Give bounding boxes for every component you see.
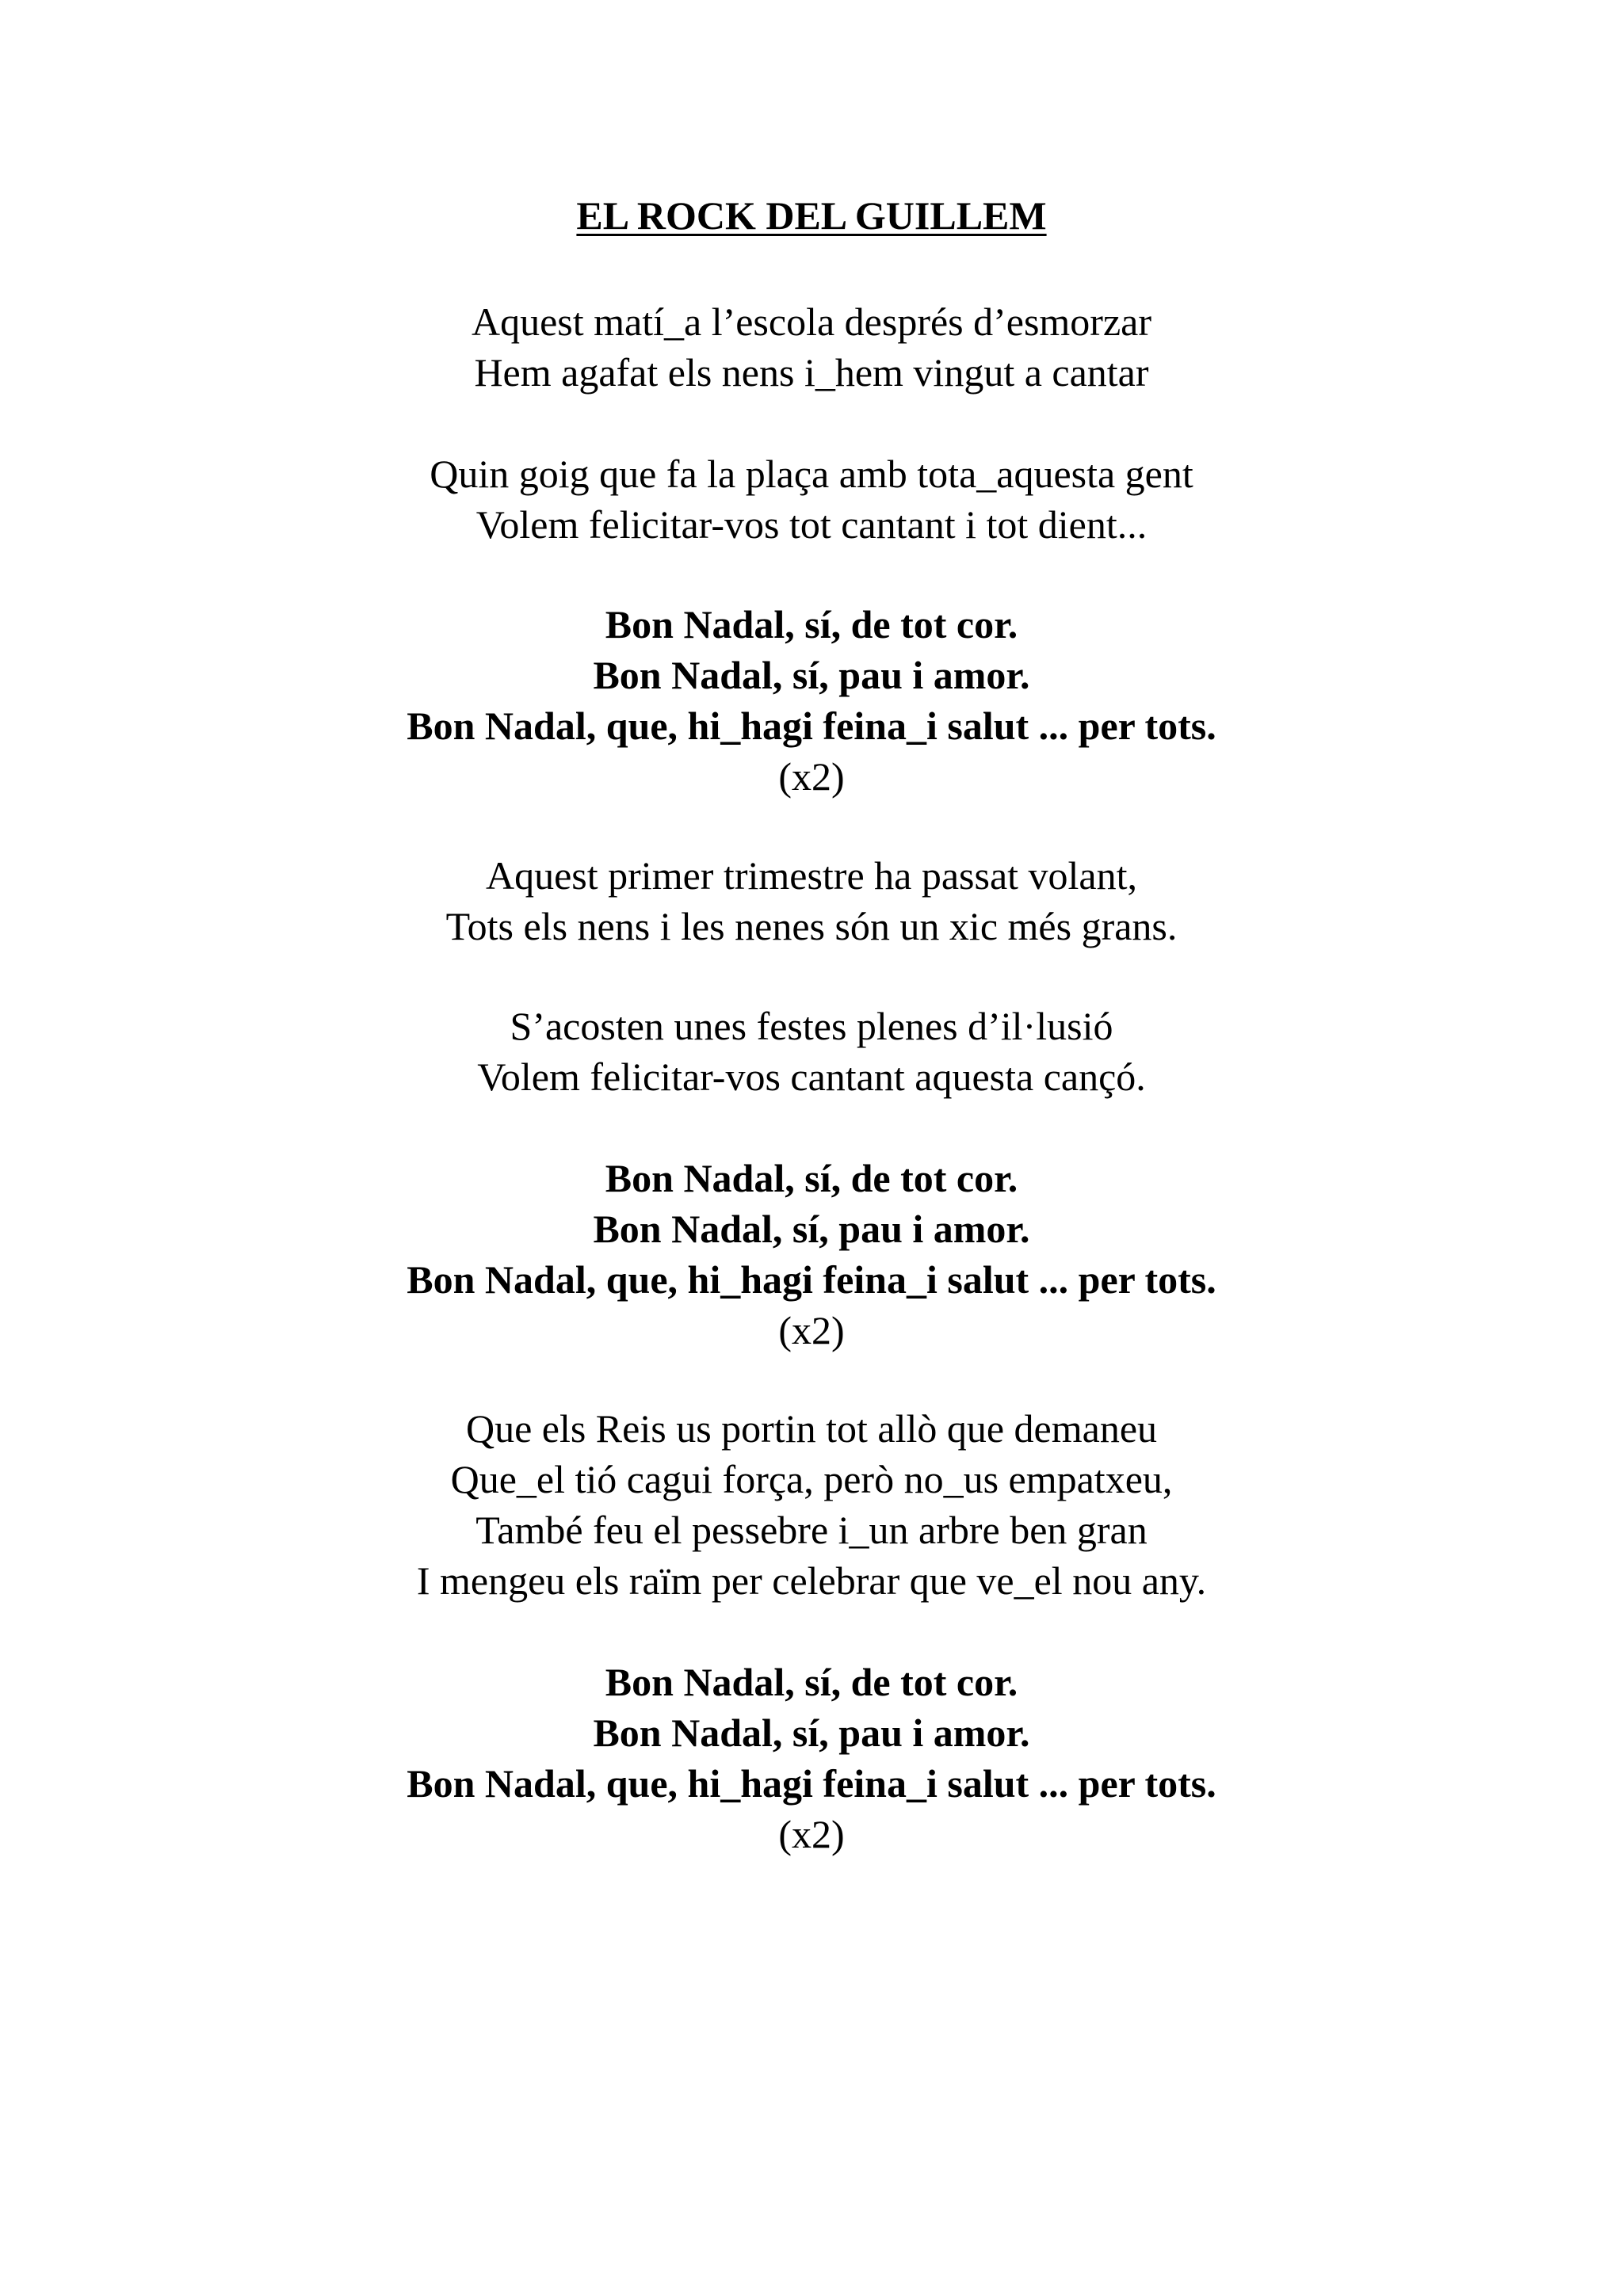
verse-line: Quin goig que fa la plaça amb tota_aquesta gent xyxy=(430,452,1193,496)
chorus-3 xyxy=(0,1657,1623,1859)
verse-line: Aquest matí_a l’escola després d’esmorzar xyxy=(471,299,1151,344)
verse-line: I mengeu els raïm per celebrar que ve_el nou any. xyxy=(416,1558,1207,1603)
verse-line: Que_el tió cagui força, però no_us empatxeu, xyxy=(450,1457,1173,1501)
chorus-line: Bon Nadal, sí, pau i amor. xyxy=(593,1207,1030,1251)
repeat-marker: (x2) xyxy=(778,1812,845,1856)
chorus-line: Bon Nadal, sí, pau i amor. xyxy=(593,653,1030,697)
verse-line: Aquest primer trimestre ha passat volant, xyxy=(486,853,1137,898)
chorus-1 xyxy=(0,599,1623,802)
chorus-line: Bon Nadal, sí, de tot cor. xyxy=(605,602,1018,646)
verse-5 xyxy=(0,1403,1623,1606)
verse-line: Hem agafat els nens i_hem vingut a cantar xyxy=(474,350,1149,395)
verse-line: També feu el pessebre i_un arbre ben gran xyxy=(475,1508,1148,1552)
chorus-line: Bon Nadal, que, hi_hagi feina_i salut ... per tots. xyxy=(407,704,1216,748)
verse-line: S’acosten unes festes plenes d’il·lusió xyxy=(510,1004,1113,1048)
verse-line: Tots els nens i les nenes són un xic més grans. xyxy=(445,904,1178,948)
repeat-marker: (x2) xyxy=(778,754,845,799)
repeat-marker: (x2) xyxy=(778,1308,845,1352)
verse-2 xyxy=(0,448,1623,550)
verse-line: Volem felicitar-vos cantant aquesta cançó. xyxy=(477,1055,1146,1099)
verse-4 xyxy=(0,1001,1623,1102)
chorus-2 xyxy=(0,1153,1623,1356)
chorus-line: Bon Nadal, sí, pau i amor. xyxy=(593,1711,1030,1755)
verse-line: Que els Reis us portin tot allò que demaneu xyxy=(465,1406,1158,1451)
chorus-line: Bon Nadal, sí, de tot cor. xyxy=(605,1660,1018,1704)
chorus-line: Bon Nadal, que, hi_hagi feina_i salut ... per tots. xyxy=(407,1257,1216,1302)
verse-line: Volem felicitar-vos tot cantant i tot dient... xyxy=(475,502,1148,547)
song-title: EL ROCK DEL GUILLEM xyxy=(576,193,1047,238)
verse-3 xyxy=(0,850,1623,952)
chorus-line: Bon Nadal, que, hi_hagi feina_i salut ... per tots. xyxy=(407,1761,1216,1806)
chorus-line: Bon Nadal, sí, de tot cor. xyxy=(605,1156,1018,1200)
verse-1 xyxy=(0,296,1623,398)
